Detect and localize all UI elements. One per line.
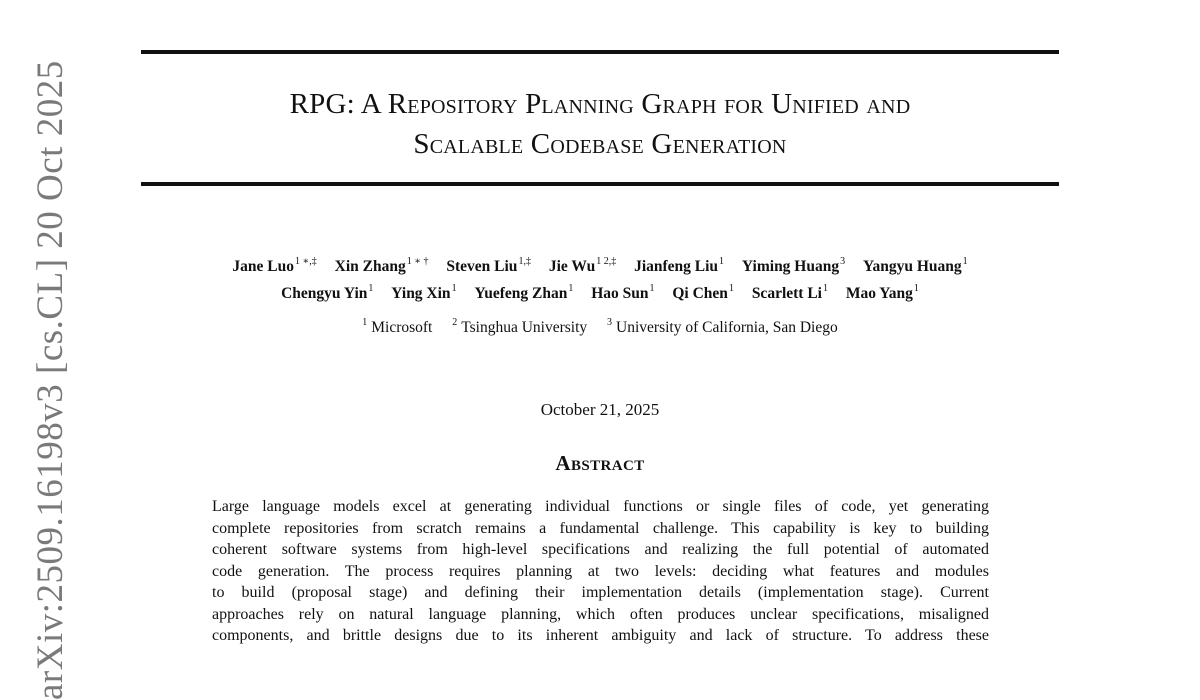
- abstract-line: complete repositories from scratch remains a fundamental challenge. This capability is key to building: [212, 519, 989, 537]
- abstract-heading: Abstract: [555, 451, 645, 475]
- author: [474, 278, 573, 305]
- affiliation: [452, 313, 587, 339]
- author-affiliation-mark: 1: [913, 283, 919, 295]
- abstract-line: approaches rely on natural language planning, which often produces unclear specifications, misaligned: [212, 605, 989, 623]
- author-affiliation-mark: 1: [719, 256, 725, 267]
- author: [742, 251, 845, 278]
- author-name: Steven Liu: [446, 258, 518, 276]
- author-name: Yuefeng Zhan: [474, 285, 568, 303]
- author-line: [120, 251, 1080, 278]
- title-bottom-rule: [141, 182, 1059, 186]
- author-name: Mao Yang: [845, 285, 913, 303]
- author-name: Jane Luo: [232, 258, 294, 276]
- author-affiliation-mark: 1 ∗ †: [406, 256, 429, 267]
- author-affiliation-mark: 1: [368, 283, 374, 295]
- author-name: Scarlett Li: [751, 285, 822, 303]
- author-list: [120, 251, 1080, 305]
- abstract-text: [212, 496, 989, 647]
- arxiv-identifier-stamp: arXiv:2509.16198v3 [cs.CL] 20 Oct 2025: [30, 60, 71, 700]
- affiliation: [362, 313, 432, 339]
- author-name: Qi Chen: [672, 285, 728, 303]
- author-affiliation-mark: 3: [840, 256, 846, 267]
- author-name: Hao Sun: [591, 285, 649, 303]
- author-affiliation-mark: 1 ∗,‡: [294, 256, 317, 267]
- author: [391, 278, 456, 305]
- author: [672, 278, 734, 305]
- author-line: [120, 278, 1080, 305]
- author-name: Xin Zhang: [334, 258, 406, 276]
- affiliation-name: Microsoft: [371, 319, 433, 337]
- author: [846, 278, 919, 305]
- author-affiliation-mark: 1 2,‡: [596, 256, 617, 267]
- author-affiliation-mark: 1: [962, 256, 968, 267]
- author: [446, 251, 531, 278]
- author-affiliation-mark: 1: [822, 283, 828, 295]
- abstract-line: Large language models excel at generating individual functions or single files of code, yet generating: [212, 498, 989, 515]
- author: [549, 251, 616, 278]
- author-affiliation-mark: 1,‡: [518, 256, 531, 267]
- author-name: Yiming Huang: [741, 258, 840, 276]
- author-affiliation-mark: 1: [451, 283, 457, 295]
- affiliation-list: [120, 313, 1080, 339]
- author: [335, 251, 429, 278]
- author-name: Jie Wu: [548, 258, 596, 276]
- affiliation-name: Tsinghua University: [461, 319, 588, 337]
- author: [281, 278, 373, 305]
- author: [634, 251, 724, 278]
- paper-title: [141, 84, 1059, 164]
- paper-title-line: Scalable Codebase Generation: [413, 128, 787, 160]
- author-affiliation-mark: 1: [568, 283, 574, 295]
- affiliation-name: University of California, San Diego: [616, 319, 838, 337]
- author-affiliation-mark: 1: [649, 283, 655, 295]
- affiliation: [607, 313, 838, 339]
- author-affiliation-mark: 1: [728, 283, 734, 295]
- abstract-line: code generation. The process requires planning at two levels: deciding what features and modules: [212, 562, 989, 580]
- author-name: Yangyu Huang: [862, 258, 962, 276]
- affiliation-number: 2: [452, 317, 458, 328]
- affiliation-number: 3: [607, 317, 613, 328]
- author-name: Chengyu Yin: [281, 285, 368, 303]
- author: [863, 251, 968, 278]
- abstract-line: coherent software systems from high-level specifications and realizing the full potential of automated: [212, 541, 989, 558]
- affiliation-number: 1: [362, 317, 368, 328]
- paper-title-line: RPG: A Repository Planning Graph for Unified and: [289, 88, 911, 120]
- publication-date: October 21, 2025: [540, 400, 660, 419]
- title-top-rule: [141, 50, 1059, 54]
- abstract-line: components, and brittle designs due to its inherent ambiguity and lack of structure. To address these: [212, 627, 989, 644]
- author: [232, 251, 316, 278]
- author: [752, 278, 828, 305]
- author-name: Ying Xin: [391, 285, 451, 303]
- author: [591, 278, 654, 305]
- author-name: Jianfeng Liu: [634, 258, 719, 276]
- abstract-line: to build (proposal stage) and defining their implementation details (implementation stage). Current: [212, 584, 989, 601]
